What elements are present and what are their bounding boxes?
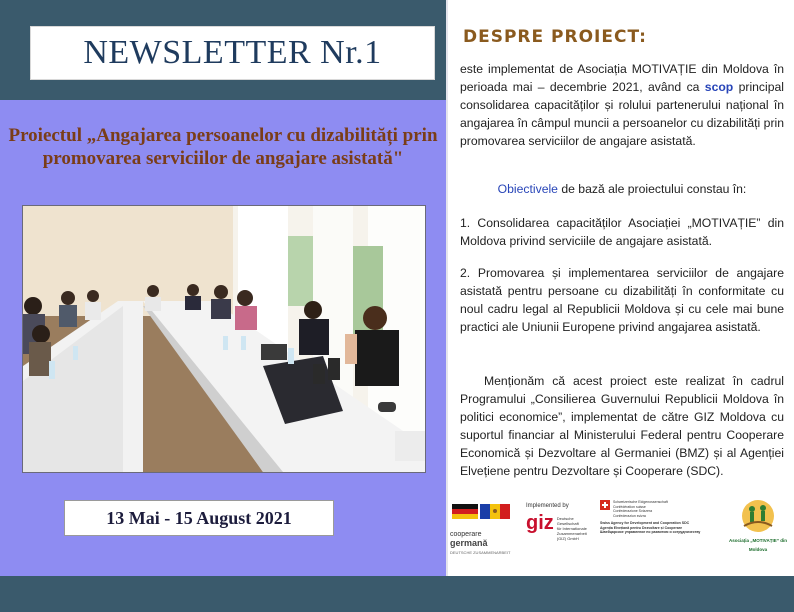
objectives-text: de bază ale proiectului constau în:: [557, 182, 747, 196]
cooperare-line3: DEUTSCHE ZUSAMMENARBEIT: [450, 550, 511, 555]
project-dates: 13 Mai - 15 August 2021: [106, 507, 292, 528]
giz-logo: [526, 502, 596, 552]
motivatie-caption: Asociația „MOTIVAȚIE” din Moldova: [729, 538, 787, 552]
objective-2: 2. Promovarea și implementarea serviciilor de angajare asistată pentru persoane cu dizabilități în conformitate cu noul cadru legal al Republicii Moldova și cu cele mai bune practici ale Uniunii Europene privind angajarea asistată.: [460, 266, 784, 334]
swiss-line2: Confédération suisse: [613, 504, 646, 509]
cooperare-line2: germană: [450, 538, 488, 548]
giz-sub2: für Internationale: [556, 526, 587, 531]
swiss-line6: Agenția Elvețiană pentru Dezvoltare și Cooperare: [600, 525, 683, 530]
objectives-intro: [460, 180, 784, 198]
intro-paragraph: [460, 60, 784, 150]
motivatie-emblem-icon: [738, 498, 778, 534]
section-heading: DESPRE PROIECT:: [463, 27, 647, 47]
intro-text-2: principal consolidarea capacităților și rolului partenerului național în angajarea în câmpul muncii a persoanelor cu dizabilități prin promovarea serviciilor de angajare asistată.: [460, 80, 784, 148]
swiss-line4: Confederaziun svizra: [613, 513, 646, 518]
objective-1: 1. Consolidarea capacităților Asociației „MOTIVAȚIE” din Moldova privind serviciile de angajare asistată.: [460, 216, 784, 248]
swiss-sdc-logo: [600, 500, 718, 552]
meeting-photo: [22, 205, 426, 473]
swiss-line5: Swiss Agency for Development and Cooperation SDC: [600, 521, 690, 525]
swiss-line7: Швейцарское управление по развитию и сотрудничеству: [600, 530, 701, 534]
newsletter-title-box: [30, 26, 435, 80]
column-divider: [446, 0, 448, 576]
swiss-line3: Confederazione Svizzera: [613, 509, 653, 513]
cooperare-germana-logo: [450, 502, 514, 555]
giz-sub3: Zusammenarbeit (GIZ) GmbH: [556, 531, 587, 541]
cooperare-line1: cooperare: [450, 531, 482, 538]
project-title: Proiectul „Angajarea persoanelor cu dizabilități prin promovarea serviciilor de angajare asistată": [8, 125, 438, 169]
project-description: [450, 0, 794, 576]
swiss-flag-icon: [600, 500, 610, 510]
giz-caption: Implemented by: [526, 503, 569, 509]
partner-logos: [450, 496, 794, 556]
program-paragraph: Menționăm că acest proiect este realizat în cadrul Programului „Consilierea Guvernului Republicii Moldova în politici economice”, implementat de către GIZ Moldova cu suportul financiar al Ministerului Federal pentru Cooperare Economică și Dezvoltare al Germaniei (BMZ) și al Agenției Elvețiene pentru Dezvoltare și Cooperare (SDC).: [460, 374, 784, 478]
motivatie-logo: [722, 498, 794, 554]
project-dates-box: [64, 500, 334, 536]
intro-scop-keyword: scop: [704, 80, 734, 94]
giz-mark: giz: [526, 512, 554, 534]
bottom-band: [0, 576, 794, 612]
objectives-keyword: Obiectivele: [497, 182, 558, 196]
swiss-line1: Schweizerische Eidgenossenschaft: [613, 500, 668, 504]
intro-text-1: este implementat de Asociația MOTIVAȚIE din Moldova în perioada mai – decembrie 2021, având ca: [460, 62, 784, 94]
flags-icon: [450, 502, 514, 524]
newsletter-title: NEWSLETTER Nr.1: [83, 34, 382, 71]
giz-sub1: Deutsche Gesellschaft: [556, 516, 579, 526]
